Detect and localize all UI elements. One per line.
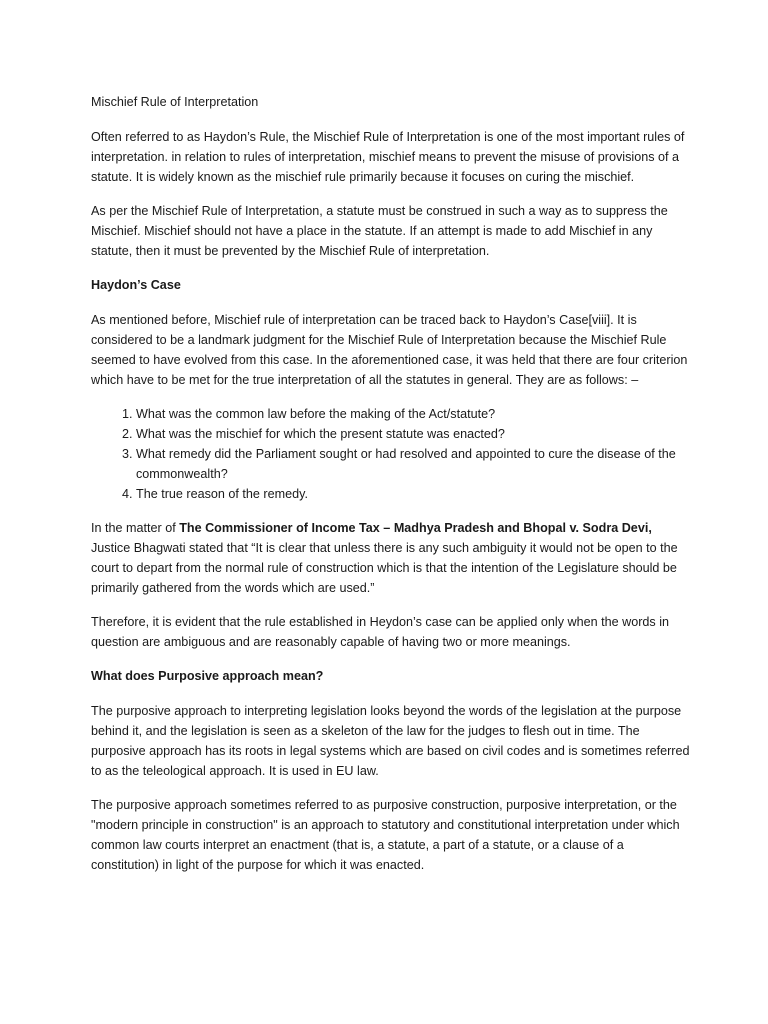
intro-paragraph-2: As per the Mischief Rule of Interpretation, a statute must be construed in such a way as to suppress the Mischief. Mischief should not have a place in the statute. If an attempt is made to add Mischief in any statute, then it must be prevented by the Mischief Rule of interpretation. bbox=[91, 204, 668, 258]
list-item: 2. What was the mischief for which the present statute was enacted? bbox=[136, 424, 691, 444]
sodra-devi-paragraph bbox=[91, 518, 691, 598]
document-title: Mischief Rule of Interpretation bbox=[91, 95, 259, 109]
list-item: 4. The true reason of the remedy. bbox=[136, 484, 691, 504]
purposive-paragraph-2: The purposive approach sometimes referred to as purposive construction, purposive interpretation, or the "modern principle in construction" is an approach to statutory and constitutional interpretation under which common law courts interpret an enactment (that is, a statute, a part of a statute, or a clause of a constitution) in light of the purpose for which it was enacted. bbox=[91, 798, 680, 872]
heading-purposive-approach: What does Purposive approach mean? bbox=[91, 669, 324, 683]
document-page bbox=[91, 92, 691, 889]
intro-paragraph-1: Often referred to as Haydon’s Rule, the Mischief Rule of Interpretation is one of the most important rules of interpretation. in relation to rules of interpretation, mischief means to prevent the misuse of provisions of a statute. It is widely known as the mischief rule primarily because it focuses on curing the mischief. bbox=[91, 130, 685, 184]
list-item: 1. What was the common law before the making of the Act/statute? bbox=[136, 404, 691, 424]
heading-haydons-case: Haydon’s Case bbox=[91, 278, 181, 292]
list-item: 3. What remedy did the Parliament sought or had resolved and appointed to cure the disease of the commonwealth? bbox=[136, 444, 691, 484]
therefore-paragraph: Therefore, it is evident that the rule established in Heydon’s case can be applied only when the words in question are ambiguous and are reasonably capable of having two or more meanings. bbox=[91, 615, 670, 649]
criteria-list bbox=[91, 404, 691, 504]
purposive-paragraph-1: The purposive approach to interpreting legislation looks beyond the words of the legislation at the purpose behind it, and the legislation is seen as a skeleton of the law for the judges to flesh out in time. The purposive approach has its roots in legal systems which are based on civil codes and is sometimes referred to as the teleological approach. It is used in EU law. bbox=[91, 704, 690, 778]
sodra-quote: Justice Bhagwati stated that “It is clear that unless there is any such ambiguity it would not be open to the court to depart from the normal rule of construction which is that the intention of the Legislature should be primarily gathered from the words which are used.” bbox=[91, 541, 678, 595]
sodra-prefix: In the matter of bbox=[91, 521, 180, 535]
haydon-paragraph: As mentioned before, Mischief rule of interpretation can be traced back to Haydon’s Case[viii]. It is considered to be a landmark judgment for the Mischief Rule of Interpretation because the Mischief Rule seemed to have evolved from this case. In the aforementioned case, it was held that there are four criterion which have to be met for the true interpretation of all the statutes in general. They are as follows: – bbox=[91, 313, 688, 387]
case-citation: The Commissioner of Income Tax – Madhya Pradesh and Bhopal v. Sodra Devi, bbox=[179, 521, 652, 535]
